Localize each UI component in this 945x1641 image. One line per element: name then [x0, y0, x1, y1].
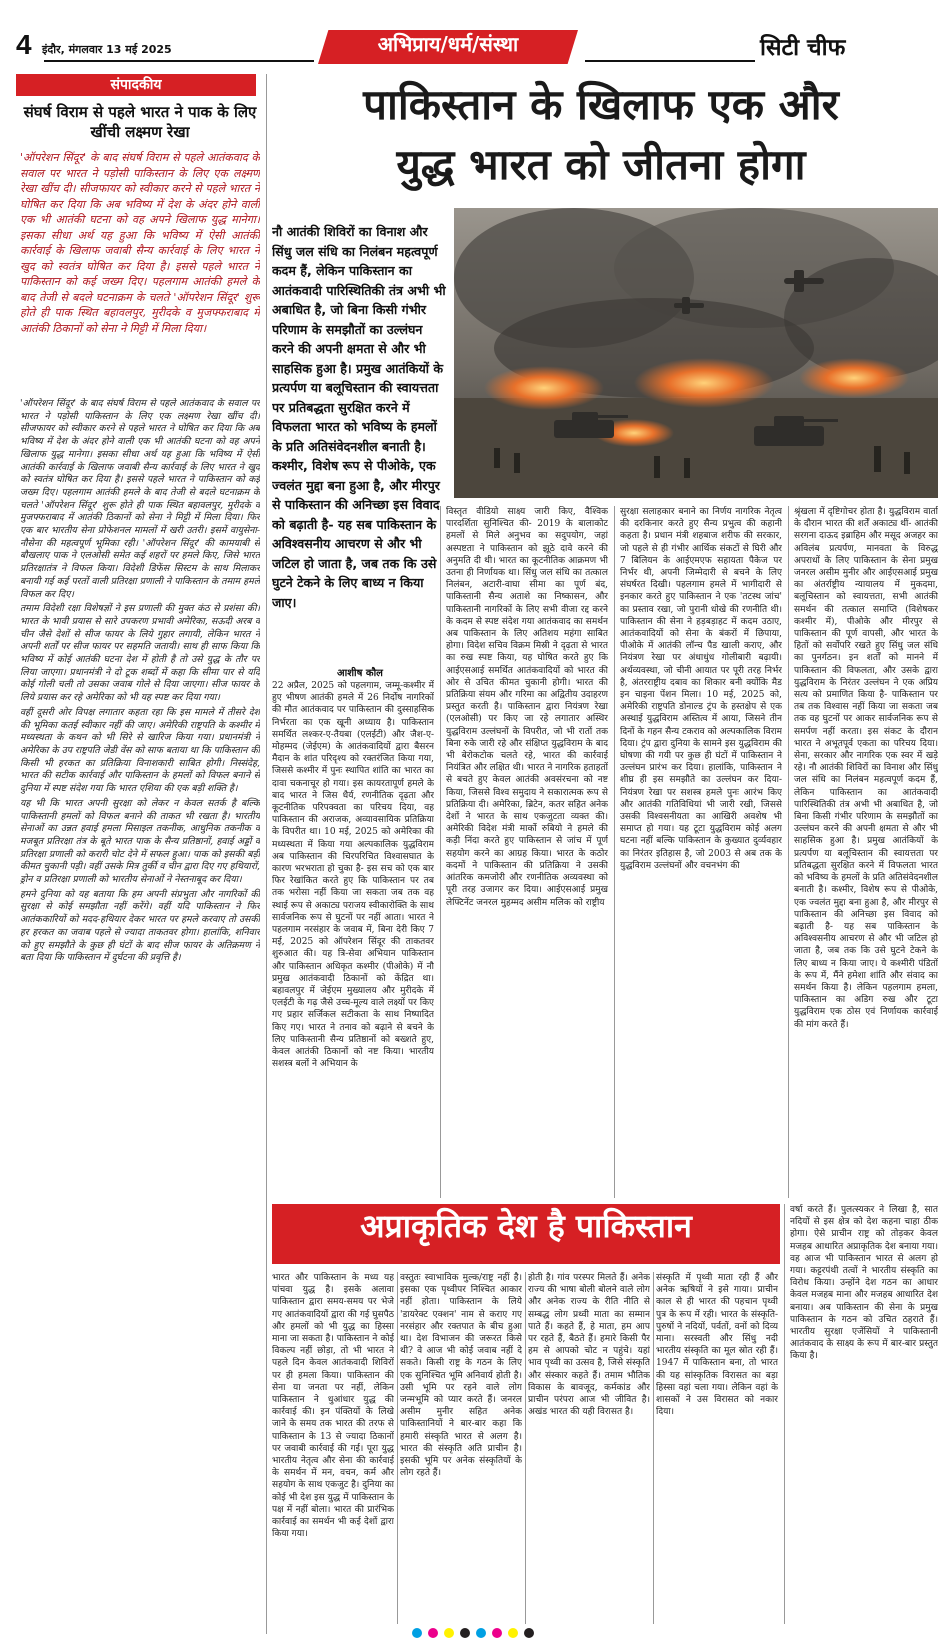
- main-article-col2: विस्तृत वीडियो साक्ष्य जारी किए, वैश्विक पारदर्शिता सुनिश्चित की- 2019 के बालाकोट हमलों से मिले अनुभव का सदुपयोग, जहां अस्पष्टता ने पाकिस्तान को झूठे दावे करने की अनुमति दी थी। भारत का कूटनीतिक आक्रमण भी उतना ही निर्णायक था। सिंधु जल संधि का तत्काल निलंबन, अटारी-वाघा सीमा का पूर्ण बंद, पाकिस्तानी सैन्य अताशे का निष्कासन, और पाकिस्तानी नागरिकों के लिए सभी वीजा रद्द करने के कदम से स्पष्ट संदेश गया आतंकवाद का समर्थन अब पाकिस्तान के लिए अतिशय महंगा साबित होगा। विदेश सचिव विक्रम मिस्री ने दृढ़ता से भारत का रुख स्पष्ट किया, यह घोषित करते हुए कि आईएसआई समर्थित आतंकवादियों को भारत की ओर से उचित कीमत चुकानी होगी। भारत की प्रतिक्रिया संयम और गरिमा का अद्वितीय उदाहरण प्रस्तुत करती है। पाकिस्तान द्वारा नियंत्रण रेखा (एलओसी) पर किए जा रहे लगातार अस्थिर युद्धविराम उल्लंघनों के विपरीत, जो भी रातों तक बिना रुके जारी रहे और संक्षिप्त युद्धविराम के बाद भी बेरोकटोक चलते रहे, भारत की कार्रवाई नियंत्रित और लक्षित थी। भारत ने नागरिक हताहतों से बचते हुए केवल आतंकी अवसंरचना को नष्ट किया, जिससे विश्व समुदाय ने सकारात्मक रूप से प्रतिक्रिया दी। अमेरिका, ब्रिटेन, कतर सहित अनेक देशों ने भारत के साथ एकजुटता व्यक्त की। अमेरिकी विदेश मंत्री मार्को रुबियो ने हमले की कड़ी निंदा करते हुए पाकिस्तान से जांच में पूर्ण सहयोग करने का आग्रह किया। भारत के कठोर कदमों ने पाकिस्तान की प्रतिक्रिया ने उसकी आंतरिक कमजोरी और रणनीतिक अव्यवस्था को पूरी तरह उजागर कर दिया। आईएसआई प्रमुख लेफ्टिनेंट जनरल मुहम्मद असीम मलिक को राष्ट्रीय: [446, 507, 608, 908]
- second-article-col3: होती है। गांव परस्पर मिलते हैं। अनेक राज्य की भाषा बोली बोलने वाले लोग और अनेक राज्य के रीति नीति से सम्बद्ध लोग प्रथ्वी माता का सम्मान पाते हैं। कहते हैं, हे माता, हम आप पर रहते हैं, बैठते हैं। हमारे किसी पैर हम से आपको चोट न पहुंचे। यहां भाव पृथ्वी का उत्सव है, जिसे संस्कृति और संस्कार कहते हैं। तमाम भौतिक विकास के बावजूद, कर्मकांड और प्राचीन परंपरा आज भी जीवित है। अखंड भारत की यही विरासत है।: [528, 1273, 650, 1418]
- section-label: अभिप्राय/धर्म/संस्था: [377, 32, 519, 56]
- byline: आशीष कौल: [337, 668, 383, 679]
- registration-marks: [0, 1628, 945, 1641]
- editorial-body: [20, 398, 260, 1635]
- dateline: इंदौर, मंगलवार 13 मई 2025: [42, 43, 172, 56]
- war-scene-illustration: [454, 208, 938, 498]
- second-article-col2: वस्तुतः स्वाभाविक मुल्क/राष्ट्र नहीं है। इसका एक पृथ्वीपर निश्चित आकार नहीं होता। पाकिस्तान के लिये 'डायरेक्ट एक्शन' नाम से कराए गए नरसंहार और रक्तपात के बीच हुआ था। देश विभाजन की जरूरत किसे थी? वे आज भी कोई जवाब नहीं दे सकते। किसी राष्ट्र के गठन के लिए एक सुनिश्चित भूमि अनिवार्य होती है। उसी भूमि पर रहने वाले लोग जन्मभूमि को प्यार करते हैं। जनरल असीम मुनीर सहित अनेक पाकिस्तानियों ने बार-बार कहा कि हमारी संस्कृति भारत से अलग है। भारत की संस्कृति अति प्राचीन है। इसकी भूमि पर अनेक संस्कृतियों के लोग रहते हैं।: [400, 1273, 522, 1479]
- column-divider: [266, 74, 267, 1634]
- column-divider: [653, 1272, 654, 1624]
- second-article-col5: वर्षा करते हैं। पुलत्स्यकर ने लिखा है, सात नदियों से इस क्षेत्र को देश कहना चाहा ठीक होगा। ऐसे प्राचीन राष्ट्र को तोड़कर केवल मजहब आधारित अप्राकृतिक देश बनाया गया। वह आज भी पाकिस्तान भारत से अलग हो गया। कट्टरपंथी तत्वों ने भारतीय संस्कृति का विरोध किया। उन्होंने देश गठन का आधार केवल मजहब माना और मजहब आधारित देश बनाया। अब पाकिस्तान की सेना के प्रमुख पाकिस्तान के गठन को उचित ठहराते हैं। भारतीय सुरक्षा एजेंसियों ने पाकिस्तानी आतंकवाद के साक्ष्य के रूप में बार-बार प्रस्तुत किया है।: [790, 1205, 938, 1362]
- registration-dot: [508, 1628, 518, 1638]
- brand-name: सिटी चीफ: [760, 35, 846, 61]
- war-scene-image: [454, 208, 938, 498]
- second-article-col4: संस्कृति में पृथ्वी माता रही हैं और अनेक ऋषियों ने इसे गाया। प्राचीन काल से ही भारत की पहचान पृथ्वी पुत्र के रूप में रही। भारत के संस्कृति-पुरुषों ने नदियों, पर्वतों, वनों को दिव्य माना। सरस्वती और सिंधु नदी भारतीय संस्कृति का मूल स्रोत रही हैं। 1947 में पाकिस्तान बना, तो भारत की यह सांस्कृतिक विरासत का बड़ा हिस्सा वहां चला गया। लेकिन वहां के शासकों ने उस विरासत को नकार दिया।: [656, 1273, 778, 1418]
- pull-quote: नौ आतंकी शिविरों का विनाश और सिंधु जल संधि का निलंबन महत्वपूर्ण कदम हैं, लेकिन पाकिस्तान का आतंकवादी पारिस्थितिकी तंत्र अभी भी अबाधित है, जो बिना किसी गंभीर परिणाम के समझौतों का उल्लंघन करने की अपनी क्षमता से और भी साहसिक हुआ है। प्रमुख आतंकियों के प्रत्यर्पण या बलूचिस्तान की स्वायत्तता पर प्रतिबद्धता सुरक्षित करने में विफलता भारत को भविष्य के हमलों के प्रति अतिसंवेदनशील बनाती है। कश्मीर, विशेष रूप से पीओके, एक ज्वलंत मुद्दा बना हुआ है, और मीरपुर से पाकिस्तान की अनिच्छा इस विवाद को बढ़ाती है- यह सब पाकिस्तान के अविश्वसनीय आचरण से और भी जटिल हो जाता है, जब तक कि उसे घुटने टेकने के लिए बाध्य न किया जाए।: [272, 224, 446, 610]
- editorial-paragraph: यह भी कि भारत अपनी सुरक्षा को लेकर न केवल सतर्क है बल्कि पाकिस्तानी हमलों को विफल बनाने की ताकत भी रखता है। भारतीय सेनाओं का उन्नत हवाई हमला मिसाइल तकनीक, आधुनिक तकनीक व मजबूत प्रतिरक्षा तंत्र के बूते भारत पाक के सैन्य प्रतिष्ठानों, हवाई अड्डों व प्रतिरक्षा प्रणाली को करारी चोट देने में सफल हुआ। पाक को इसकी बड़ी कीमत चुकानी पड़ी। वहीं उसके मित्र तुर्की व चीन द्वारा दिए गए हथियारों, ड्रोन व प्रतिरक्षा प्रणाली को भारतीय सेनाओं ने नेस्तनाबूद कर दिया।: [20, 797, 260, 886]
- main-article-col1: 22 अप्रैल, 2025 को पहलगाम, जम्मू-कश्मीर में हुए भीषण आतंकी हमले में 26 निर्दोष नागरिकों की मौत आतंकवाद पर पाकिस्तान की दुस्साहसिक निर्भरता का एक खूनी अध्याय है। पाकिस्तान समर्थित लश्कर-ए-तैयबा (एलईटी) और जैश-ए-मोहम्मद (जेईएम) के आतंकवादियों द्वारा बैसरन मैदान के शांत परिदृश्य को रक्तरंजित किया गया, जिससे कश्मीर में पुनः स्थापित शांति का भारत का दावा चकनाचूर हो गया। इस कायरतापूर्ण हमले के बाद भारत ने जिस धैर्य, रणनीतिक दृढ़ता और कूटनीतिक परिपक्वता का परिचय दिया, वह पाकिस्तान की अराजक, अव्यावसायिक प्रतिक्रिया के विपरीत था। 10 मई, 2025 को अमेरिका की मध्यस्थता में किया गया अल्पकालिक युद्धविराम अब पाकिस्तान की चिरपरिचित विश्वासघात के कारण भरभराता हो चुका है- इस सच को एक बार फिर रेखांकित करते हुए कि पाकिस्तान पर तब तक भरोसा नहीं किया जा सकता जब तक वह स्थाई रूप से अकाट्य पराजय स्वीकारोक्ति के साथ सार्वजनिक रूप से घुटनों पर नहीं आता। भारत ने पहलगाम नरसंहार के जवाब में, बिना देरी किए 7 मई, 2025 को ऑपरेशन सिंदूर की ताकतवर शुरुआत की। यह त्रि-सेवा अभियान पाकिस्तान और पाकिस्तान अधिकृत कश्मीर (पीओके) में नौ प्रमुख आतंकवादी ठिकानों को केंद्रित था। बहावलपुर में जेईएम मुख्यालय और मुरीदके में एलईटी के गढ़ जैसे उच्च-मूल्य वाले लक्ष्यों पर किए गए प्रहार सर्जिकल सटीकता के साथ निष्पादित किए गए। भारत ने तनाव को बढ़ाने से बचने के लिए पाकिस्तानी सैन्य प्रतिष्ठानों को बख्शते हुए, केवल आतंकी ठिकानों को नष्ट किया। भारतीय सशस्त्र बलों ने अभियान के: [272, 681, 434, 1070]
- editorial-lead: 'ऑपरेशन सिंदूर' के बाद संघर्ष विराम से पहले आतंकवाद के सवाल पर भारत ने पड़ोसी पाकिस्तान के लिए एक लक्ष्मण रेखा खींच दी। सीजफायर को स्वीकार करने से पहले भारत ने घोषित कर दिया कि अब भविष्य में देश के अंदर होने वाली एक भी आतंकी घटना को वह अपने खिलाफ युद्ध मानेगा। इसका सीधा अर्थ यह हुआ कि भविष्य में ऐसी आतंकी कार्रवाई के खिलाफ जवाबी सैन्य कार्रवाई के लिए भारत ने खुद को स्वतंत्र घोषित कर दिया है। इससे पहले भारत ने पाकिस्तान को कई जख्म दिए। पहलगाम आतंकी हमले के बाद तेजी से बदले घटनाक्रम के चलते 'ऑपरेशन सिंदूर' शुरू होते ही पाक स्थित बहावलपुर, मुरीदके व मुजफ्फराबाद में आतंकी ठिकानों को सेना ने मिट्टी में मिला दिया।: [20, 151, 260, 335]
- registration-dot: [444, 1628, 454, 1638]
- main-article-col4: श्रृंखला में दृष्टिगोचर होता है। युद्धविराम वार्ता के दौरान भारत की शर्तें अकाट्य थीं- आतंकी सरगना दाऊद इब्राहिम और मसूद अजहर का अविलंब प्रत्यर्पण, मानवता के विरुद्ध अपराधों के लिए पाकिस्तान के सेना प्रमुख जनरल असीम मुनीर और आईएसआई प्रमुख का अंतर्राष्ट्रीय न्यायालय में मुकदमा, बलूचिस्तान को स्वायत्तता, सभी आतंकी समर्थन की तत्काल समाप्ति (विशेषकर कश्मीर में), पीओके और मीरपुर से पाकिस्तान की पूर्ण वापसी, और भारत के हितों को सर्वोपरि रखते हुए सिंधु जल संधि का पुनर्गठन। इन शर्तों को मानने में पाकिस्तान की विफलता, और उसके द्वारा युद्धविराम के निरंतर उल्लंघन ने एक अप्रिय सत्य को प्रमाणित किया है- पाकिस्तान पर तब तक विश्वास नहीं किया जा सकता जब तक वह घुटनों पर आकर सार्वजनिक रूप से समर्पण नहीं करता। इस संकट के दौरान भारत ने अभूतपूर्व एकता का परिचय दिया। सेना, सरकार और नागरिक एक स्वर में खड़े रहे। नौ आतंकी शिविरों का विनाश और सिंधु जल संधि का निलंबन महत्वपूर्ण कदम हैं, लेकिन पाकिस्तान का आतंकवादी पारिस्थितिकी तंत्र अभी भी अबाधित है, जो बिना किसी गंभीर परिणाम के समझौतों का उल्लंघन करने की अपनी क्षमता से और भी साहसिक हुआ है। प्रमुख आतंकियों के प्रत्यर्पण या बलूचिस्तान की स्वायत्तता पर प्रतिबद्धता सुरक्षित करने में विफलता भारत को भविष्य के हमलों के प्रति अतिसंवेदनशील बनाती है। कश्मीर, विशेष रूप से पीओके, एक ज्वलंत मुद्दा बना हुआ है, और मीरपुर से पाकिस्तान की अनिच्छा इस विवाद को बढ़ाती है- यह सब पाकिस्तान के अविश्वसनीय आचरण से और भी जटिल हो जाता है, जब तक कि उसे घुटने टेकने के लिए बाध्य न किया जाए। ये कश्मीरी पंडितों के रूप में, मैंने हमेशा शांति और संवाद का समर्थन किया है। लेकिन पहलगाम हमला, पाकिस्तान का अडिग रुख और टूटा युद्धविराम एक ठोस एवं निर्णायक कार्रवाई की मांग करते हैं।: [794, 507, 938, 1030]
- column-divider: [614, 506, 615, 1198]
- registration-dot: [412, 1628, 422, 1638]
- editorial-paragraph: 'ऑपरेशन सिंदूर' के बाद संघर्ष विराम से पहले आतंकवाद के सवाल पर भारत ने पड़ोसी पाकिस्तान के लिए एक लक्ष्मण रेखा खींच दी। सीजफायर को स्वीकार करने से पहले भारत ने घोषित कर दिया कि अब भविष्य में देश के अंदर होने वाली एक भी आतंकी घटना को वह अपने खिलाफ युद्ध मानेगा। इसका सीधा अर्थ यह हुआ कि भविष्य में ऐसी आतंकी कार्रवाई के खिलाफ जवाबी सैन्य कार्रवाई के लिए भारत ने खुद को स्वतंत्र घोषित कर दिया है। इससे पहले भारत ने पाकिस्तान को कई जख्म दिए। पहलगाम आतंकी हमले के बाद तेजी से बदले घटनाक्रम के चलते 'ऑपरेशन सिंदूर' शुरू होते ही पाक स्थित बहावलपुर, मुरीदके व मुजफ्फराबाद में आतंकी ठिकानों को सेना ने मिट्टी में मिला दिया। फिर एक बार भारतीय सेना प्रोफेशनल मामलों में खरी उतरी। इसमें वायुसेना-नौसेना की महत्वपूर्ण भूमिका रही। 'ऑपरेशन सिंदूर' की कामयाबी से बौखलाए पाक ने एलओसी समेत कई शहरों पर हमले किए, जिसे भारत प्रतिरक्षातंत्र ने विफल किया। विदेशी डिफेंस सिस्टम के साथ मिलाकर बनायी गई कई परतों वाली प्रतिरक्षा प्रणाली ने पाकिस्तान के तमाम हमले विफल कर दिए।: [20, 398, 260, 600]
- masthead-rule: [44, 60, 314, 62]
- column-divider: [397, 1272, 398, 1624]
- main-article-col3: सुरक्षा सलाहकार बनाने का निर्णय नागरिक नेतृत्व की दरकिनार करते हुए सैन्य प्रभुत्व की कहानी कहता है। प्रधान मंत्री शहबाज शरीफ की सरकार, जो पहले से ही गंभीर आर्थिक संकटों से घिरी और 7 बिलियन के आईएमएफ सहायता पैकेज पर निर्भर थी, अपनी जिम्मेदारी से बचने के लिए संघर्षरत दिखी। पहलगाम हमले में भागीदारी से इनकार करते हुए पाकिस्तान ने एक 'तटस्थ जांच' का प्रस्ताव रखा, जो पुरानी धोखे की रणनीति थी। पाकिस्तान की सेना ने हड़बड़ाहट में कदम उठाए, आतंकवादियों को सेना के बंकरों में छिपाया, पीओके में आतंकी लॉन्च पैड खाली कराए, और नियंत्रण रेखा पर अंधाधुंध गोलीबारी बढ़ायी। अर्थव्यवस्था, जो चीनी आयात पर पूरी तरह निर्भर है, अंतरराष्ट्रीय दबाव का शिकार बनी क्योंकि मैड इन चाइना पेंशन मिला। 10 मई, 2025 को, अमेरिकी राष्ट्रपति डोनाल्ड ट्रंप के हस्तक्षेप से एक अस्थाई युद्धविराम अस्तित्व में आया, जिसने तीन दिनों के गहन सैन्य टकराव को अल्पकालिक विराम दिया। ट्रंप द्वारा दुनिया के सामने इस युद्धविराम की घोषणा की गयी पर कुछ ही घंटों में पाकिस्तान ने उल्लंघन प्रारंभ कर दिया। हालांकि, पाकिस्तान ने शीघ्र ही इस समझौते का उल्लंघन कर दिया- नियंत्रण रेखा पर सशस्त्र हमले पुनः आरंभ किए और आतंकी गतिविधियां भी जारी रखी, जिससे उसकी विश्वसनीयता का आखिरी अवशेष भी समाप्त हो गया। यह टूटा युद्धविराम कोई अलग घटना नहीं बल्कि पाकिस्तान के कुख्यात दुर्व्यवहार का निरंतर इतिहास है, जो 2003 से अब तक के युद्धविराम उल्लंघनों और वचनभंग की: [620, 507, 782, 871]
- registration-dot: [492, 1628, 502, 1638]
- column-divider: [784, 1204, 785, 1624]
- column-divider: [525, 1272, 526, 1624]
- editorial-paragraph: हमने दुनिया को यह बताया कि हम अपनी संप्रभुता और नागरिकों की सुरक्षा से कोई समझौता नहीं करेंगे। वहीं यदि पाकिस्तान ने फिर आतंककारियों को मदद-हथियार देकर भारत पर हमले करवाए तो उसकी हर हरकत का जवाब पहले से ज्यादा ताकतवर होगा। हालांकि, शनिवार को हुए समझौते के कुछ ही घंटों के बाद सीज फायर के अतिक्रमण ने बता दिया कि पाकिस्तान में दुर्घटना की प्रवृत्ति है।: [20, 888, 260, 964]
- masthead: [0, 0, 945, 72]
- editorial-section-label: संपादकीय: [16, 74, 256, 96]
- main-headline-line1: पाकिस्तान के खिलाफ एक और: [363, 80, 839, 129]
- second-headline: अप्राकृतिक देश है पाकिस्तान: [360, 1207, 692, 1245]
- editorial-paragraph: वहीं दूसरी ओर विपक्ष लगातार कहता रहा कि इस मामले में तीसरे देश की भूमिका कतई स्वीकार नहीं की जाए। अमेरिकी राष्ट्रपति के कश्मीर में मध्यस्थता के कथन को भी सिरे से खारिज किया गया। प्रधानमंत्री ने अमेरिका के उप राष्ट्रपति जेडी वेंस को साफ बताया था कि पाकिस्तान की किसी भी हरकत का प्रतिक्रिया विनाशकारी साबित होगी। निस्संदेह, भारत की सटीक कार्रवाई और पाकिस्तान के हमलों को विफल बनाने से दुनिया में स्पष्ट संदेश गया कि भारत एशिया की एक बड़ी शक्ति है।: [20, 706, 260, 795]
- editorial-headline: संघर्ष विराम से पहले भारत ने पाक के लिए खींची लक्ष्मण रेखा: [23, 103, 257, 141]
- registration-dot: [476, 1628, 486, 1638]
- registration-dot: [524, 1628, 534, 1638]
- column-divider: [788, 506, 789, 1198]
- registration-dot: [460, 1628, 470, 1638]
- masthead-rule: [585, 60, 755, 62]
- page-number: 4: [16, 29, 32, 60]
- column-divider: [440, 506, 441, 1198]
- second-article-col1: भारत और पाकिस्तान के मध्य यह पांचवा युद्ध है। इसके अलावा पाकिस्तान द्वारा समय-समय पर भेजे गए आतंकवादियों द्वारा की गई घुसपैठ और हमलों को भी युद्ध का हिस्सा माना जा सकता है। पाकिस्तान ने कोई विकल्प नहीं छोड़ा, तो भी भारत ने पहले दिन केवल आतंकवादी शिविरों पर ही हमला किया। पाकिस्तान की सेना या जनता पर नहीं, लेकिन पाकिस्तान ने धुआंधार युद्ध की कार्रवाई की। इन पंक्तियों के लिखे जाने के समय तक भारत की तरफ से पाकिस्तान के 13 से ज्यादा ठिकानों पर जवाबी कार्रवाई की गई। पूरा युद्ध भारतीय नेतृत्व और सेना की कार्रवाई के समर्थन में मन, वचन, कर्म और सहयोग के साथ एकजुट है। दुनिया का कोई भी देश इस युद्ध में पाकिस्तान के पक्ष में नहीं बोला। भारत की प्रारंभिक कार्रवाई का समर्थन भी कई देशों द्वारा किया गया।: [272, 1273, 394, 1540]
- registration-dot: [428, 1628, 438, 1638]
- editorial-paragraph: तमाम विदेशी रक्षा विशेषज्ञों ने इस प्रणाली की मुक्त कंठ से प्रशंसा की। भारत के भावी प्रयास से सारे उपकरण प्रभावी अमेरिका, सऊदी अरब व चीन जैसे देशों से सीज फायर के लिये गुहार लगायी, लेकिन भारत ने अपनी शर्तों पर सीज फायर पर सहमति जतायी। साथ ही साफ किया कि भविष्य में कोई आतंकी घटना देश में होती है तो उसे युद्ध के तौर पर लिया जाएगा। प्रधानमंत्री ने दो टूक शब्दों में कहा कि सीमा पार से यदि कोई गोली चली तो उसका जवाब गोले से दिया जाएगा। सीज फायर के लिये प्रयास कर रहे अमेरिका को भी यह स्पष्ट कर दिया गया।: [20, 603, 260, 704]
- main-headline-line2: युद्ध भारत को जीतना होगा: [396, 140, 806, 189]
